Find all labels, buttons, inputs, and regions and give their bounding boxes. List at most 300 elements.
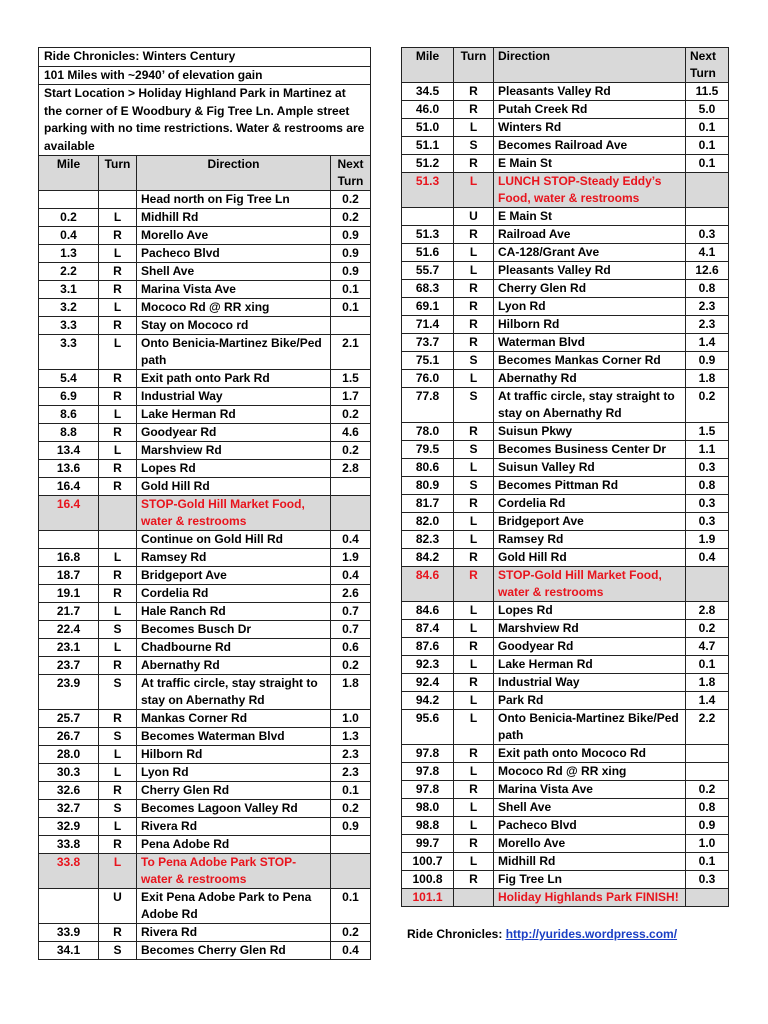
cue-row (39, 549, 371, 567)
direction-cell: STOP-Gold Hill Market Food, water & restrooms (137, 496, 331, 531)
mile-cell: 80.9 (402, 477, 454, 495)
direction-cell: Hilborn Rd (494, 316, 686, 334)
turn-cell: R (99, 657, 137, 675)
mile-cell (402, 208, 454, 226)
next-turn-cell: 4.1 (686, 244, 729, 262)
direction-cell: Chadbourne Rd (137, 639, 331, 657)
turn-cell: R (99, 585, 137, 603)
mile-cell: 16.8 (39, 549, 99, 567)
mile-cell: 0.2 (39, 209, 99, 227)
turn-cell: L (454, 531, 494, 549)
mile-cell: 46.0 (402, 101, 454, 119)
turn-cell: R (99, 710, 137, 728)
direction-cell: Rivera Rd (137, 924, 331, 942)
turn-cell: R (99, 388, 137, 406)
mile-cell: 98.8 (402, 817, 454, 835)
ride-title: Ride Chronicles: Winters Century (39, 48, 371, 67)
cue-row (402, 101, 729, 119)
direction-cell: Becomes Business Center Dr (494, 441, 686, 459)
turn-cell: R (454, 638, 494, 656)
cue-row (39, 388, 371, 406)
direction-cell: Holiday Highlands Park FINISH! (494, 889, 686, 907)
cue-row (39, 924, 371, 942)
ride-distance: 101 Miles with ~2940’ of elevation gain (39, 66, 371, 85)
cue-row (402, 226, 729, 244)
next-turn-cell: 0.8 (686, 280, 729, 298)
mile-cell: 100.7 (402, 853, 454, 871)
mile-cell: 101.1 (402, 889, 454, 907)
cue-row (39, 782, 371, 800)
cue-row (39, 942, 371, 960)
next-turn-cell: 1.4 (686, 692, 729, 710)
next-turn-cell: 1.4 (686, 334, 729, 352)
next-turn-cell: 0.1 (686, 853, 729, 871)
turn-cell: L (99, 406, 137, 424)
next-turn-cell (686, 567, 729, 602)
cue-row (402, 656, 729, 674)
next-turn-cell: 0.1 (686, 656, 729, 674)
turn-cell: R (99, 370, 137, 388)
next-turn-cell: 0.1 (331, 782, 371, 800)
direction-cell: Gold Hill Rd (137, 478, 331, 496)
mile-cell: 80.6 (402, 459, 454, 477)
next-turn-cell: 0.3 (686, 871, 729, 889)
mile-cell: 32.6 (39, 782, 99, 800)
direction-cell: Rivera Rd (137, 818, 331, 836)
cue-row (402, 745, 729, 763)
next-turn-cell: 0.2 (331, 406, 371, 424)
turn-cell: R (99, 782, 137, 800)
cue-row (402, 692, 729, 710)
cue-row (39, 245, 371, 263)
mile-cell: 13.6 (39, 460, 99, 478)
cue-sheet-left (38, 47, 371, 960)
direction-cell: E Main St (494, 208, 686, 226)
cue-row (402, 817, 729, 835)
turn-cell: R (454, 316, 494, 334)
cue-row (402, 602, 729, 620)
next-turn-cell: 2.1 (331, 335, 371, 370)
next-turn-cell: 0.4 (331, 531, 371, 549)
next-turn-cell: 0.3 (686, 226, 729, 244)
cue-row (39, 585, 371, 603)
turn-cell: R (454, 280, 494, 298)
turn-cell: R (454, 495, 494, 513)
direction-cell: Winters Rd (494, 119, 686, 137)
turn-cell: R (99, 263, 137, 281)
turn-cell: L (454, 763, 494, 781)
turn-cell: L (454, 853, 494, 871)
cue-row (402, 477, 729, 495)
next-turn-cell: 0.8 (686, 799, 729, 817)
next-turn-cell: 0.2 (331, 924, 371, 942)
mile-cell: 73.7 (402, 334, 454, 352)
direction-cell: Marina Vista Ave (494, 781, 686, 799)
direction-cell: Cordelia Rd (137, 585, 331, 603)
cue-row (39, 227, 371, 245)
mile-cell: 8.8 (39, 424, 99, 442)
turn-cell: L (454, 656, 494, 674)
next-turn-cell: 0.9 (686, 352, 729, 370)
direction-cell: Pacheco Blvd (494, 817, 686, 835)
direction-cell: Midhill Rd (494, 853, 686, 871)
next-turn-cell: 4.6 (331, 424, 371, 442)
turn-cell: L (99, 854, 137, 889)
turn-cell: R (454, 334, 494, 352)
next-turn-cell: 1.8 (331, 675, 371, 710)
cue-row (39, 209, 371, 227)
turn-cell: L (454, 602, 494, 620)
mile-cell: 30.3 (39, 764, 99, 782)
cue-row (39, 818, 371, 836)
next-turn-cell: 0.2 (686, 388, 729, 423)
mile-cell: 51.3 (402, 173, 454, 208)
turn-cell: R (99, 924, 137, 942)
turn-cell (99, 496, 137, 531)
mile-cell: 3.3 (39, 335, 99, 370)
mile-cell: 84.2 (402, 549, 454, 567)
turn-cell: S (454, 388, 494, 423)
turn-cell: S (454, 477, 494, 495)
turn-cell: R (99, 281, 137, 299)
turn-cell: S (454, 352, 494, 370)
direction-cell: Industrial Way (494, 674, 686, 692)
mile-cell: 33.9 (39, 924, 99, 942)
mile-cell: 21.7 (39, 603, 99, 621)
cue-row (402, 459, 729, 477)
cue-row (402, 316, 729, 334)
next-turn-cell: 0.2 (331, 800, 371, 818)
turn-cell: R (99, 836, 137, 854)
direction-cell: Hilborn Rd (137, 746, 331, 764)
next-turn-cell: 0.3 (686, 513, 729, 531)
next-turn-cell: 1.1 (686, 441, 729, 459)
start-location: Start Location > Holiday Highland Park in Martinez at the corner of E Woodbury & Fig Tree Ln. Ample street parking with no time restrictions. Water & restrooms are available (39, 85, 371, 156)
direction-cell: Stay on Mococo rd (137, 317, 331, 335)
direction-cell: Bridgeport Ave (137, 567, 331, 585)
turn-cell: L (454, 459, 494, 477)
cue-row (402, 620, 729, 638)
direction-cell: Industrial Way (137, 388, 331, 406)
cue-row (402, 513, 729, 531)
mile-cell (39, 191, 99, 209)
mile-cell: 97.8 (402, 745, 454, 763)
direction-cell: To Pena Adobe Park STOP-water & restrooms (137, 854, 331, 889)
next-turn-cell: 0.1 (331, 281, 371, 299)
cue-row (39, 800, 371, 818)
cue-row (402, 763, 729, 781)
col-direction: Direction (137, 156, 331, 191)
cue-row (402, 441, 729, 459)
mile-cell: 8.6 (39, 406, 99, 424)
mile-cell: 34.5 (402, 83, 454, 101)
direction-cell: Becomes Pittman Rd (494, 477, 686, 495)
direction-cell: Lyon Rd (494, 298, 686, 316)
next-turn-cell: 2.6 (331, 585, 371, 603)
mile-cell: 51.0 (402, 119, 454, 137)
next-turn-cell: 0.6 (331, 639, 371, 657)
next-turn-cell: 4.7 (686, 638, 729, 656)
direction-cell: Becomes Cherry Glen Rd (137, 942, 331, 960)
next-turn-cell: 2.8 (686, 602, 729, 620)
direction-cell: STOP-Gold Hill Market Food, water & restrooms (494, 567, 686, 602)
mile-cell: 3.2 (39, 299, 99, 317)
next-turn-cell: 0.7 (331, 621, 371, 639)
mile-cell: 94.2 (402, 692, 454, 710)
direction-cell: Putah Creek Rd (494, 101, 686, 119)
cue-row (402, 853, 729, 871)
mile-cell: 81.7 (402, 495, 454, 513)
mile-cell: 26.7 (39, 728, 99, 746)
cue-row (402, 388, 729, 423)
cue-row (402, 262, 729, 280)
turn-cell: R (454, 298, 494, 316)
cue-row (402, 352, 729, 370)
direction-cell: Lopes Rd (137, 460, 331, 478)
cue-row (39, 567, 371, 585)
mile-cell: 25.7 (39, 710, 99, 728)
mile-cell: 18.7 (39, 567, 99, 585)
direction-cell: E Main St (494, 155, 686, 173)
mile-cell: 97.8 (402, 781, 454, 799)
cue-row (402, 781, 729, 799)
mile-cell: 77.8 (402, 388, 454, 423)
next-turn-cell: 11.5 (686, 83, 729, 101)
cue-row (402, 549, 729, 567)
turn-cell: S (99, 800, 137, 818)
turn-cell: L (454, 244, 494, 262)
cue-row (39, 299, 371, 317)
direction-cell: At traffic circle, stay straight to stay on Abernathy Rd (137, 675, 331, 710)
turn-cell: L (454, 710, 494, 745)
turn-cell: U (454, 208, 494, 226)
direction-cell: Mococo Rd @ RR xing (137, 299, 331, 317)
direction-cell: Head north on Fig Tree Ln (137, 191, 331, 209)
mile-cell: 51.2 (402, 155, 454, 173)
direction-cell: Gold Hill Rd (494, 549, 686, 567)
mile-cell: 87.4 (402, 620, 454, 638)
mile-cell: 28.0 (39, 746, 99, 764)
next-turn-cell: 1.5 (686, 423, 729, 441)
cue-row (402, 871, 729, 889)
next-turn-cell: 0.4 (331, 567, 371, 585)
stop-row (402, 173, 729, 208)
next-turn-cell (331, 836, 371, 854)
direction-cell: CA-128/Grant Ave (494, 244, 686, 262)
direction-cell: Becomes Waterman Blvd (137, 728, 331, 746)
mile-cell: 51.6 (402, 244, 454, 262)
cue-row (402, 531, 729, 549)
direction-cell: Lake Herman Rd (494, 656, 686, 674)
next-turn-cell: 1.8 (686, 674, 729, 692)
col-next-turn: Next Turn (686, 48, 729, 83)
turn-cell: L (99, 335, 137, 370)
direction-cell: Onto Benicia-Martinez Bike/Ped path (494, 710, 686, 745)
cue-row (402, 370, 729, 388)
mile-cell: 99.7 (402, 835, 454, 853)
mile-cell: 75.1 (402, 352, 454, 370)
cue-sheet-right (401, 47, 729, 907)
turn-cell: S (99, 728, 137, 746)
next-turn-cell: 0.2 (331, 442, 371, 460)
mile-cell: 95.6 (402, 710, 454, 745)
cue-row (39, 335, 371, 370)
turn-cell: R (454, 155, 494, 173)
cue-row (39, 621, 371, 639)
next-turn-cell: 2.3 (686, 316, 729, 334)
next-turn-cell: 0.1 (331, 299, 371, 317)
col-mile: Mile (39, 156, 99, 191)
direction-cell: Suisun Pkwy (494, 423, 686, 441)
turn-cell: R (454, 549, 494, 567)
direction-cell: Mococo Rd @ RR xing (494, 763, 686, 781)
next-turn-cell (331, 317, 371, 335)
next-turn-cell: 0.1 (686, 155, 729, 173)
next-turn-cell: 0.1 (331, 889, 371, 924)
direction-cell: Onto Benicia-Martinez Bike/Ped path (137, 335, 331, 370)
cue-row (39, 746, 371, 764)
direction-cell: Exit path onto Mococo Rd (494, 745, 686, 763)
cue-row (402, 137, 729, 155)
next-turn-cell: 0.2 (331, 191, 371, 209)
next-turn-cell: 0.9 (331, 227, 371, 245)
next-turn-cell (331, 478, 371, 496)
stop-row (402, 889, 729, 907)
blog-link[interactable]: http://yurides.wordpress.com/ (505, 927, 678, 941)
direction-cell: Lopes Rd (494, 602, 686, 620)
direction-cell: Cherry Glen Rd (494, 280, 686, 298)
direction-cell: Becomes Lagoon Valley Rd (137, 800, 331, 818)
cue-row (402, 835, 729, 853)
next-turn-cell: 2.3 (331, 746, 371, 764)
direction-cell: Marshview Rd (137, 442, 331, 460)
next-turn-cell: 1.5 (331, 370, 371, 388)
cue-row (402, 119, 729, 137)
mile-cell: 0.4 (39, 227, 99, 245)
turn-cell: L (99, 442, 137, 460)
mile-cell: 3.1 (39, 281, 99, 299)
turn-cell: L (99, 746, 137, 764)
stop-row (402, 567, 729, 602)
next-turn-cell (686, 208, 729, 226)
next-turn-cell: 0.7 (331, 603, 371, 621)
direction-cell: LUNCH STOP-Steady Eddy’s Food, water & restrooms (494, 173, 686, 208)
mile-cell: 92.4 (402, 674, 454, 692)
next-turn-cell: 0.9 (331, 818, 371, 836)
next-turn-cell (331, 496, 371, 531)
turn-cell: R (454, 423, 494, 441)
next-turn-cell: 2.8 (331, 460, 371, 478)
cue-row (39, 728, 371, 746)
next-turn-cell: 1.3 (331, 728, 371, 746)
direction-cell: Marshview Rd (494, 620, 686, 638)
turn-cell: R (454, 835, 494, 853)
turn-cell: R (99, 424, 137, 442)
next-turn-cell: 0.3 (686, 495, 729, 513)
turn-cell: R (454, 781, 494, 799)
mile-cell: 1.3 (39, 245, 99, 263)
cue-row (39, 442, 371, 460)
direction-cell: Suisun Valley Rd (494, 459, 686, 477)
direction-cell: Abernathy Rd (137, 657, 331, 675)
cue-row (402, 83, 729, 101)
cue-row (39, 764, 371, 782)
cue-row (39, 263, 371, 281)
direction-cell: Becomes Busch Dr (137, 621, 331, 639)
cue-row (39, 675, 371, 710)
turn-cell: L (454, 620, 494, 638)
next-turn-cell: 0.4 (331, 942, 371, 960)
turn-cell: L (99, 818, 137, 836)
direction-cell: Becomes Railroad Ave (494, 137, 686, 155)
cue-row (39, 281, 371, 299)
next-turn-cell: 0.2 (686, 620, 729, 638)
next-turn-cell: 0.9 (331, 263, 371, 281)
mile-cell: 51.3 (402, 226, 454, 244)
direction-cell: Fig Tree Ln (494, 871, 686, 889)
direction-cell: Continue on Gold Hill Rd (137, 531, 331, 549)
cue-row (39, 460, 371, 478)
mile-cell: 71.4 (402, 316, 454, 334)
next-turn-cell: 0.4 (686, 549, 729, 567)
mile-cell (39, 889, 99, 924)
turn-cell: R (454, 226, 494, 244)
turn-cell: L (99, 209, 137, 227)
mile-cell: 23.9 (39, 675, 99, 710)
direction-cell: Pacheco Blvd (137, 245, 331, 263)
turn-cell: R (454, 101, 494, 119)
footer (407, 927, 677, 941)
mile-cell: 19.1 (39, 585, 99, 603)
direction-cell: Cherry Glen Rd (137, 782, 331, 800)
turn-cell: R (99, 460, 137, 478)
cue-row (39, 836, 371, 854)
mile-cell: 13.4 (39, 442, 99, 460)
direction-cell: Morello Ave (494, 835, 686, 853)
col-turn: Turn (454, 48, 494, 83)
column-header-row (39, 156, 371, 191)
turn-cell: S (454, 137, 494, 155)
next-turn-cell: 0.2 (686, 781, 729, 799)
next-turn-cell: 1.9 (686, 531, 729, 549)
turn-cell: L (454, 817, 494, 835)
cue-row (39, 639, 371, 657)
direction-cell: Abernathy Rd (494, 370, 686, 388)
turn-cell: L (454, 692, 494, 710)
next-turn-cell: 0.8 (686, 477, 729, 495)
col-mile: Mile (402, 48, 454, 83)
turn-cell: L (454, 370, 494, 388)
next-turn-cell: 0.9 (331, 245, 371, 263)
turn-cell: L (454, 173, 494, 208)
direction-cell: Goodyear Rd (494, 638, 686, 656)
direction-cell: Waterman Blvd (494, 334, 686, 352)
next-turn-cell (686, 745, 729, 763)
turn-cell: R (99, 227, 137, 245)
turn-cell: S (454, 441, 494, 459)
cue-row (402, 244, 729, 262)
footer-label: Ride Chronicles: (407, 927, 506, 941)
direction-cell: Morello Ave (137, 227, 331, 245)
cue-row (402, 155, 729, 173)
turn-cell: R (99, 567, 137, 585)
next-turn-cell: 1.0 (331, 710, 371, 728)
next-turn-cell: 2.3 (686, 298, 729, 316)
next-turn-cell: 0.2 (331, 657, 371, 675)
turn-cell: R (99, 478, 137, 496)
next-turn-cell: 1.0 (686, 835, 729, 853)
cue-row (402, 423, 729, 441)
